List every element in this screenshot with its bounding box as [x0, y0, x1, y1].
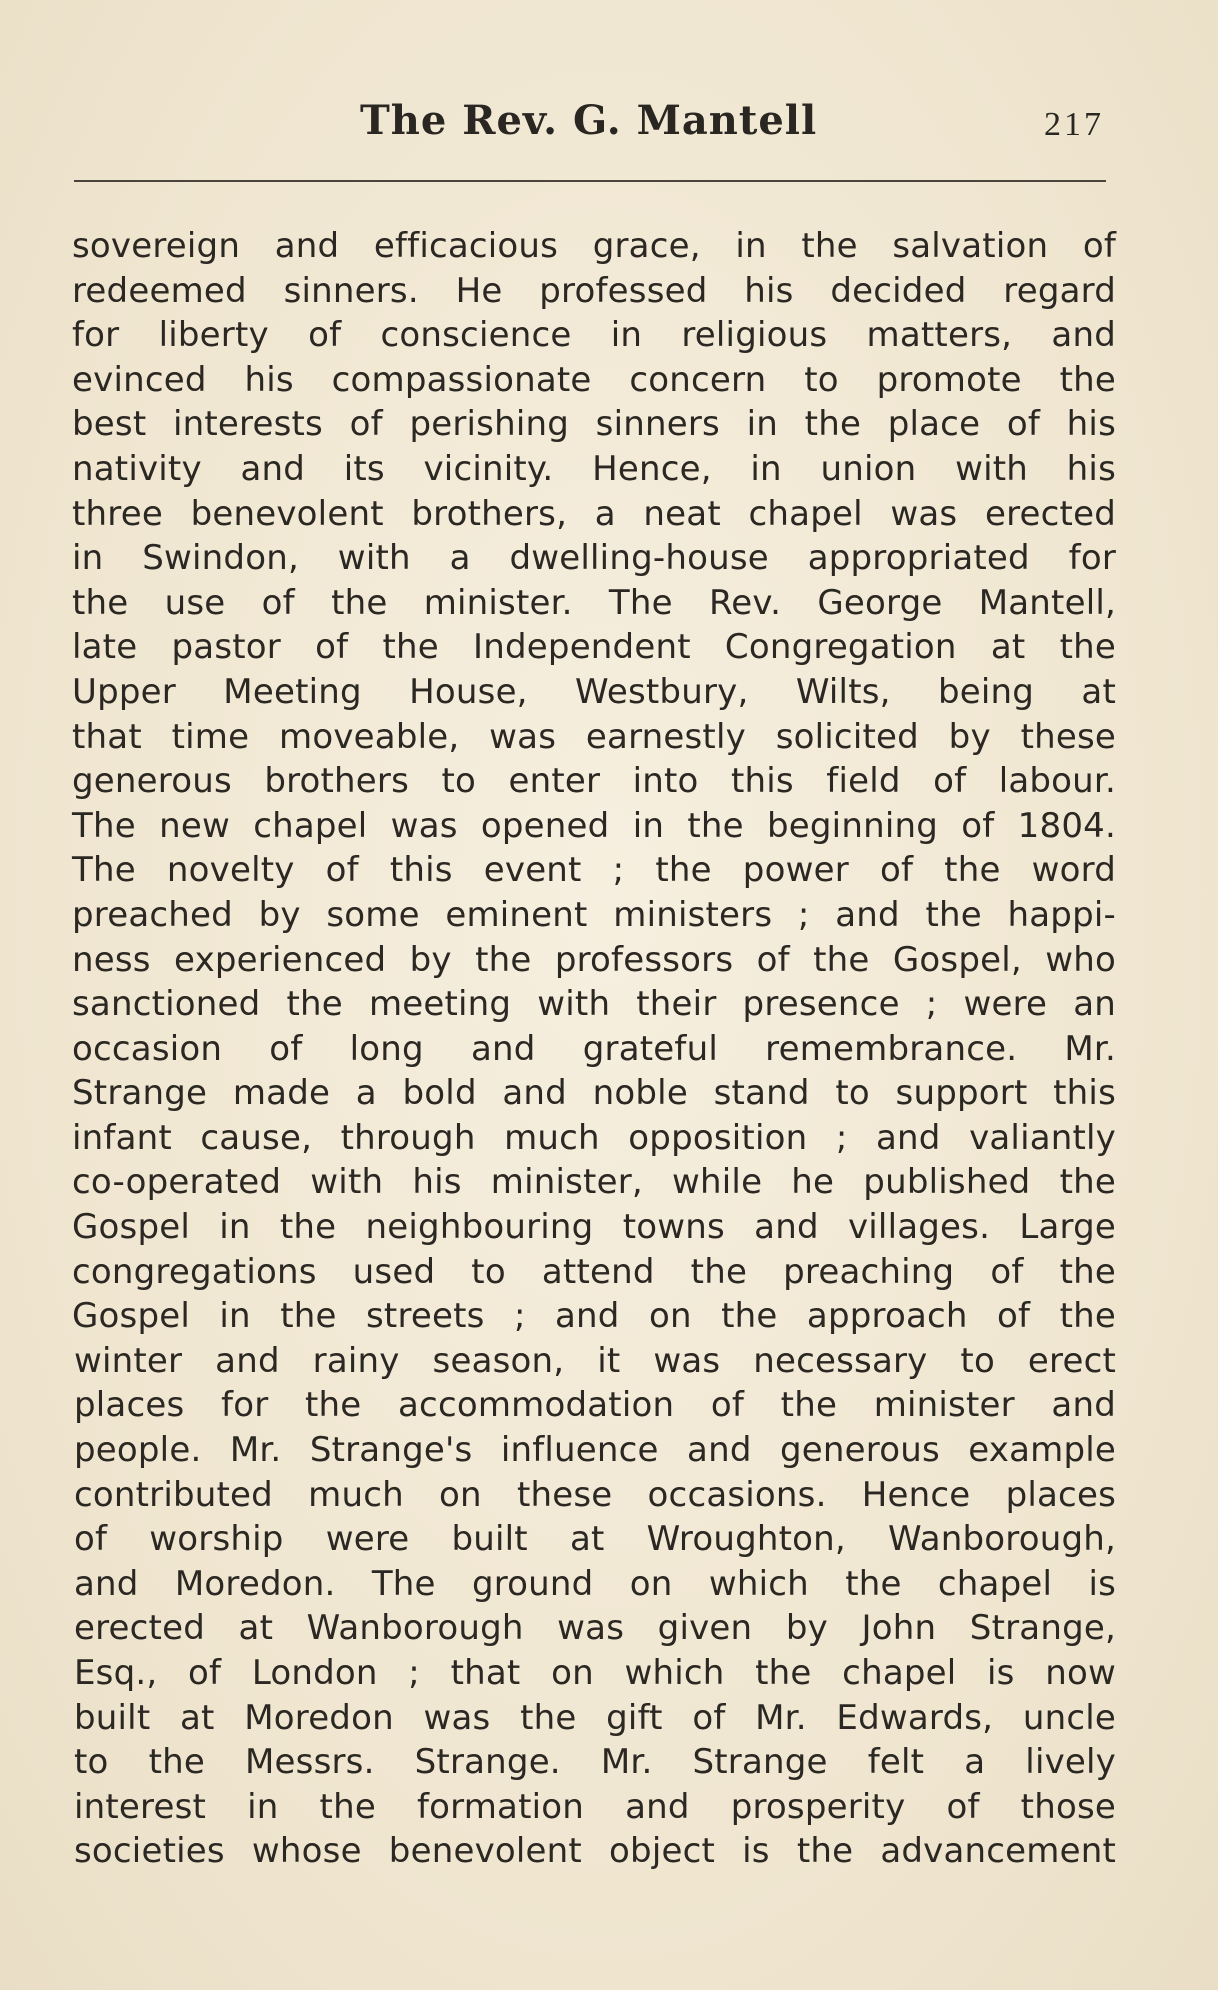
- text-line: and Moredon. The ground on which the chapel is: [74, 1563, 1116, 1604]
- text-line: preached by some eminent ministers ; and the happi-: [72, 894, 1116, 935]
- text-line: Strange made a bold and noble stand to support this: [72, 1073, 1116, 1114]
- header-rule: [74, 180, 1106, 182]
- text-line: in Swindon, with a dwelling-house appropriated for: [72, 538, 1116, 579]
- text-line: that time moveable, was earnestly solicited by these: [72, 716, 1116, 757]
- text-line: contributed much on these occasions. Hence places: [74, 1474, 1116, 1515]
- text-line: late pastor of the Independent Congregation at the: [72, 627, 1116, 668]
- text-line: three benevolent brothers, a neat chapel was erected: [72, 493, 1116, 534]
- text-line: to the Messrs. Strange. Mr. Strange felt a lively: [74, 1742, 1116, 1783]
- text-line: Upper Meeting House, Westbury, Wilts, being at: [72, 671, 1116, 712]
- text-line: winter and rainy season, it was necessary to erect: [74, 1340, 1116, 1381]
- text-line: The new chapel was opened in the beginning of 1804.: [72, 805, 1116, 846]
- text-line: Esq., of London ; that on which the chapel is now: [74, 1653, 1116, 1693]
- text-line: The novelty of this event ; the power of the word: [72, 850, 1116, 891]
- text-line: for liberty of conscience in religious matters, and: [72, 315, 1116, 356]
- text-line: generous brothers to enter into this field of labour.: [72, 761, 1116, 802]
- text-line: occasion of long and grateful remembrance. Mr.: [72, 1028, 1116, 1069]
- text-line: ness experienced by the professors of the Gospel, who: [72, 939, 1116, 980]
- running-title: The Rev. G. Mantell: [360, 97, 818, 144]
- text-line: of worship were built at Wroughton, Wanborough,: [74, 1519, 1116, 1560]
- page-number: 217: [1044, 106, 1104, 143]
- text-line: the use of the minister. The Rev. George Mantell,: [72, 582, 1116, 623]
- text-line: erected at Wanborough was given by John Strange,: [74, 1608, 1116, 1649]
- text-line: built at Moredon was the gift of Mr. Edwards, uncle: [74, 1697, 1116, 1738]
- text-line: sanctioned the meeting with their presence ; were an: [72, 984, 1116, 1025]
- running-head: [0, 96, 1218, 146]
- text-line: sovereign and efficacious grace, in the salvation of: [72, 226, 1116, 266]
- text-line: nativity and its vicinity. Hence, in union with his: [72, 448, 1116, 489]
- text-line: Gospel in the neighbouring towns and villages. Large: [72, 1207, 1116, 1248]
- text-line: interest in the formation and prosperity of those: [74, 1786, 1116, 1827]
- text-line: best interests of perishing sinners in the place of his: [72, 404, 1116, 445]
- text-line: infant cause, through much opposition ; and valiantly: [72, 1117, 1116, 1158]
- text-line: people. Mr. Strange's influence and generous example: [74, 1430, 1116, 1471]
- body-text: [72, 224, 1116, 1874]
- text-line: societies whose benevolent object is the advancement: [74, 1831, 1116, 1872]
- text-line: congregations used to attend the preaching of the: [72, 1251, 1116, 1292]
- text-line: places for the accommodation of the minister and: [74, 1385, 1116, 1426]
- text-line: evinced his compassionate concern to promote the: [72, 359, 1116, 400]
- text-line: Gospel in the streets ; and on the approach of the: [72, 1296, 1116, 1337]
- text-line: co-operated with his minister, while he published the: [72, 1162, 1116, 1203]
- text-line: redeemed sinners. He professed his decided regard: [72, 270, 1116, 311]
